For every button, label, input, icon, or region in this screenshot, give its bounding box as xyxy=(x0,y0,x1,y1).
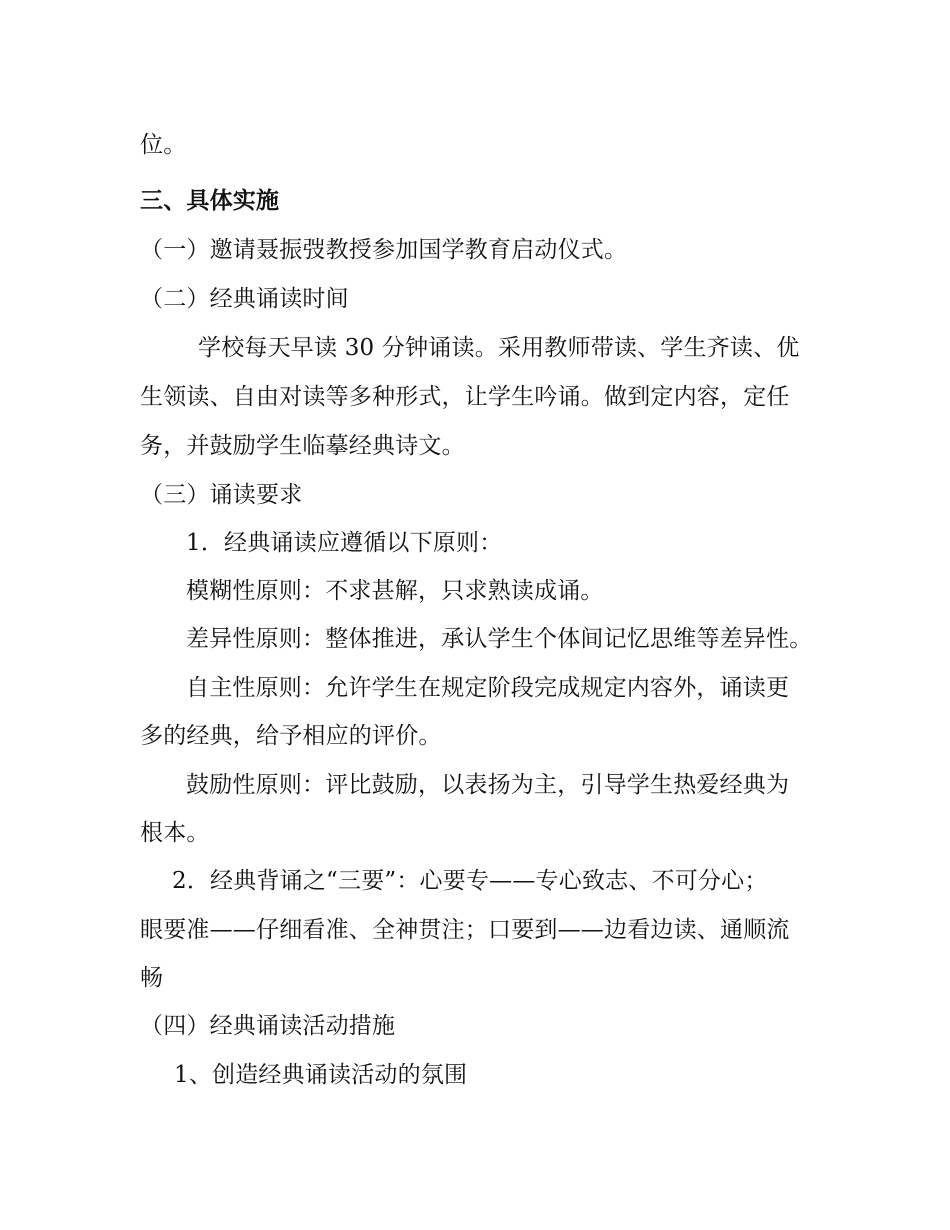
paragraph-line: 模糊性原则：不求甚解，只求熟读成诵。 xyxy=(186,578,604,604)
list-item: 1．经典诵读应遵循以下原则： xyxy=(186,530,503,556)
paragraph-line: 自主性原则：允许学生在规定阶段完成规定内容外，诵读更 xyxy=(186,675,790,701)
paragraph-line: 差异性原则：整体推进，承认学生个体间记忆思维等差异性。 xyxy=(186,626,813,652)
paragraph-line: 生领读、自由对读等多种形式，让学生吟诵。做到定内容，定任 xyxy=(140,384,790,410)
paragraph-line: 多的经典，给予相应的评价。 xyxy=(140,723,442,749)
subsection-heading: （一）邀请聂振弢教授参加国学教育启动仪式。 xyxy=(140,237,628,263)
paragraph-line: 鼓励性原则：评比鼓励，以表扬为主，引导学生热爱经典为 xyxy=(186,772,790,798)
list-item: 1、创造经典诵读活动的氛围 xyxy=(174,1062,468,1088)
paragraph-line: 畅 xyxy=(140,965,164,991)
section-heading: 三、具体实施 xyxy=(140,187,280,214)
paragraph-line: 眼要准——仔细看准、全神贯注；口要到——边看边读、通顺流 xyxy=(140,917,790,943)
list-item: 2．经典背诵之“三要”：心要专——专心致志、不可分心； xyxy=(172,868,768,894)
paragraph-line: 根本。 xyxy=(140,820,210,846)
paragraph-line: 务，并鼓励学生临摹经典诗文。 xyxy=(140,433,465,459)
subsection-heading: （二）经典诵读时间 xyxy=(140,286,349,312)
paragraph-line: 学校每天早读 30 分钟诵读。采用教师带读、学生齐读、优 xyxy=(198,335,800,361)
subsection-heading: （三）诵读要求 xyxy=(140,482,303,508)
paragraph-line: 位。 xyxy=(140,132,187,158)
subsection-heading: （四）经典诵读活动措施 xyxy=(140,1013,396,1039)
